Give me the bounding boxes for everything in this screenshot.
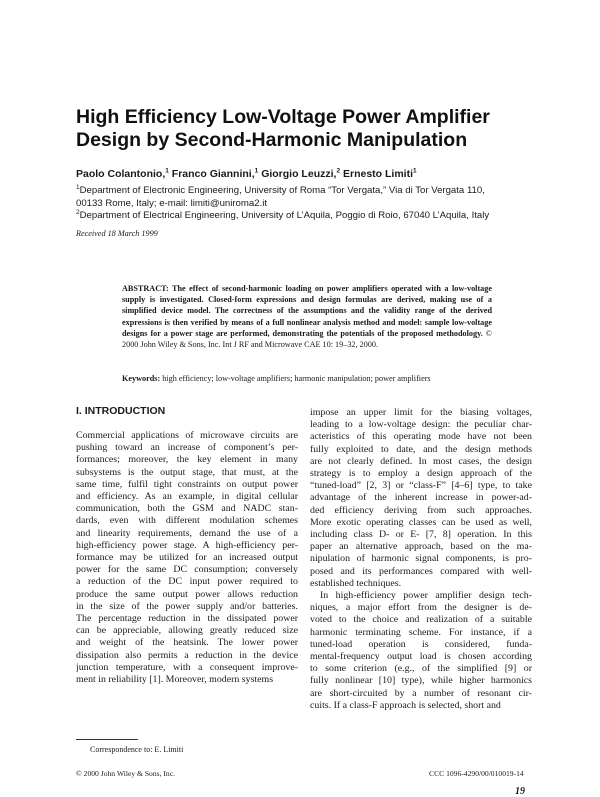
text-line: ded efficiency deriving from such approaches. xyxy=(310,504,532,516)
text-line: advantage of the inherent increase in power-ad- xyxy=(310,492,532,504)
paragraph xyxy=(310,407,532,590)
author-affiliation-mark: 1 xyxy=(413,167,417,175)
keywords xyxy=(122,374,502,383)
text-line: harmonic terminating scheme. For instance, if a xyxy=(310,626,532,638)
paper-title xyxy=(76,106,536,152)
text-line: pushing toward an increase of component’s per- xyxy=(76,442,298,454)
abstract xyxy=(122,283,492,350)
text-line: subsystems is the output stage, that must, at the xyxy=(76,466,298,478)
text-line: produce the same output power allows reduction xyxy=(76,588,298,600)
page-number: 19 xyxy=(515,786,525,797)
affiliation-text: Department of Electronic Engineering, University of Roma “Tor Vergata,” Via di Tor Vergata 110, xyxy=(79,185,485,196)
text-line: to some criterion (e.g., of the simplified [9] or xyxy=(310,663,532,675)
text-line: a reduction of the DC input power required to xyxy=(76,576,298,588)
text-line: junction temperature, with a consequent improve- xyxy=(76,661,298,673)
text-line: nipulation of harmonic signal components, is pro- xyxy=(310,553,532,565)
text-line: voted to the choice and realization of a suitable xyxy=(310,614,532,626)
text-line: “tuned-load” [2, 3] or “class-F” [4–6] type, to take xyxy=(310,480,532,492)
author-name: Giorgio Leuzzi, xyxy=(261,168,337,180)
text-line: in the size of the power supply and/or batteries. xyxy=(76,600,298,612)
author-affiliation-mark: 1 xyxy=(254,167,259,175)
section-heading: I. INTRODUCTION xyxy=(76,405,166,417)
text-line: dards, even with different modulation schemes xyxy=(76,515,298,527)
affiliation-mark: 1 xyxy=(76,183,80,191)
received-date: Received 18 March 1999 xyxy=(76,229,158,238)
text-line: and linearity requirements, demand the use of a xyxy=(76,527,298,539)
text-line: impose an upper limit for the biasing voltages, xyxy=(310,407,532,418)
copyright-footer: © 2000 John Wiley & Sons, Inc. xyxy=(76,769,175,778)
ccc-code-footer: CCC 1096-4290/00/010019-14 xyxy=(429,769,524,778)
text-line: can be appreciable, allowing greatly reduced size xyxy=(76,625,298,637)
text-line: fully exploited to date, and the design methods xyxy=(310,443,532,455)
text-line: and efficiency. As an example, in digital cellular xyxy=(76,491,298,503)
footnote-rule xyxy=(76,739,138,740)
text-line: paper an alternative approach, based on the ma- xyxy=(310,541,532,553)
affiliation-2 xyxy=(76,210,489,223)
text-line: In high-efficiency power amplifier design tech- xyxy=(320,590,532,602)
text-line: acteristics of this operating mode have not been xyxy=(310,431,532,443)
text-line: power for the same DC consumption; conversely xyxy=(76,564,298,576)
footnote: Correspondence to: E. Limiti xyxy=(90,745,184,754)
abstract-body: The effect of second-harmonic loading on power amplifiers operated with a low-voltage supply is investigated. Closed-form expressions and design formulas are derived, making use of a simplified device model. The correctness of the assumptions and the validity range of the derived expressions is then verified by means of a full nonlinear analysis method and model: sample low-voltage designs for a power stage are performed, demonstrating the potentials of the proposed methodology. xyxy=(122,284,492,338)
text-line: The percentage reduction in the dissipated power xyxy=(76,613,298,625)
affiliation-mark: 2 xyxy=(76,208,80,216)
text-line: dissipation also permits a reduction in the device xyxy=(76,649,298,661)
text-line: formances; moreover, the key element in many xyxy=(76,454,298,466)
author-name: Franco Giannini, xyxy=(171,168,255,180)
title-line-2: Design by Second-Harmonic Manipulation xyxy=(76,129,468,151)
left-column-text xyxy=(76,430,298,686)
paragraph xyxy=(310,590,532,712)
text-line: are short-circuited by a number of resonant cir- xyxy=(310,687,532,699)
text-line: ment in reliability [1]. Moreover, modern systems xyxy=(76,674,274,686)
text-line: Commercial applications of microwave circuits are xyxy=(76,430,298,441)
text-line: mental-frequency output load is chosen according xyxy=(310,651,532,663)
abstract-label: ABSTRACT: xyxy=(122,284,169,293)
author-name: Paolo Colantonio, xyxy=(76,168,166,180)
abstract-citation: © 2000 John Wiley & Sons, Inc. Int J RF and Microwave CAE 10: 19–32, 2000. xyxy=(122,328,492,350)
text-line: including class D- or E- [7, 8] operation. In this xyxy=(310,529,532,541)
text-line: cuits. If a class-F approach is selected, short and xyxy=(310,699,501,711)
author-name: Ernesto Limiti xyxy=(342,168,413,180)
text-line: posed and its performances compared with well- xyxy=(310,565,532,577)
text-line: established techniques. xyxy=(310,577,402,589)
text-line: are not clearly defined. In most cases, the design xyxy=(310,455,532,467)
text-line: More exotic operating classes can be used as well, xyxy=(310,516,532,528)
right-column-text xyxy=(310,407,532,712)
affiliation-text: 00133 Rome, Italy; e-mail: limiti@uniroma2.it xyxy=(76,197,268,209)
text-line: same time, fulfil tight constraints on output power xyxy=(76,478,298,490)
affiliation-text: Department of Electrical Engineering, University of L’Aquila, Poggio di Roio, 67040 L’Aquila, Italy xyxy=(79,210,490,221)
text-line: and weight of the heatsink. The lower power xyxy=(76,637,298,649)
author-affiliation-mark: 2 xyxy=(336,167,341,175)
author-list xyxy=(76,168,417,180)
text-line: high-efficiency power stage. A high-efficiency per- xyxy=(76,539,298,551)
author-affiliation-mark: 1 xyxy=(165,167,169,175)
keywords-text: high efficiency; low-voltage amplifiers; harmonic manipulation; power amplifiers xyxy=(160,374,431,383)
text-line: fully nonlinear [10] type), while higher harmonics xyxy=(310,675,532,687)
text-line: tuned-load operation is considered, funda- xyxy=(310,638,532,650)
text-line: formance may be utilized for an increased output xyxy=(76,552,298,564)
text-line: niques, a major effort from the designer is de- xyxy=(310,602,532,614)
keywords-label: Keywords: xyxy=(122,374,161,383)
text-line: leading to a low-voltage design: the peculiar char- xyxy=(310,419,532,431)
text-line: strategy is to employ a design approach of the xyxy=(310,468,532,480)
text-line: communication, both the GSM and NADC stan- xyxy=(76,503,298,515)
title-line-1: High Efficiency Low-Voltage Power Amplifier xyxy=(76,106,490,128)
affiliation-1 xyxy=(76,185,485,210)
